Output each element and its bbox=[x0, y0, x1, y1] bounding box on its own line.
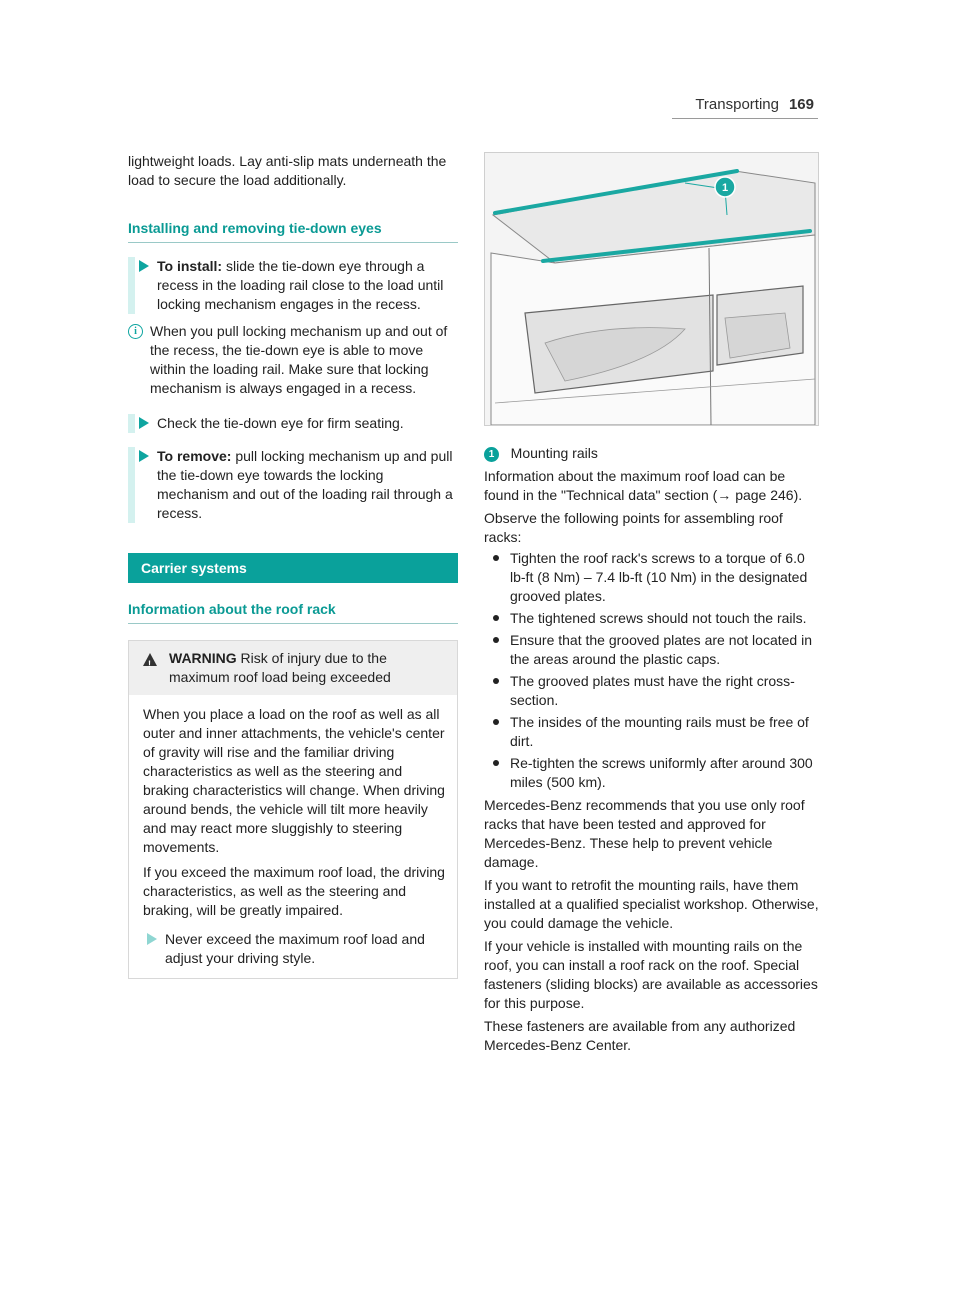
warning-action-text: Never exceed the maximum roof load and adjust your driving style. bbox=[165, 931, 425, 966]
info-icon: i bbox=[128, 324, 143, 339]
installed-paragraph: If your vehicle is installed with mounting rails on the roof, you can install a roof rack on the roof. Special fasteners (sliding blocks) are available as accessories for this purpose. bbox=[484, 938, 818, 1011]
check-step-block bbox=[128, 414, 458, 433]
info-note bbox=[128, 322, 458, 398]
warning-triangle-icon bbox=[143, 653, 157, 666]
action-arrow-icon bbox=[139, 450, 149, 462]
list-item: Re-tighten the screws uniformly after around 300 miles (500 km). bbox=[484, 754, 819, 792]
intro-text: lightweight loads. Lay anti-slip mats underneath the load to secure the load additionally. bbox=[128, 153, 447, 188]
van-illustration-svg bbox=[485, 153, 818, 425]
figure-caption bbox=[484, 444, 819, 463]
fasteners-paragraph: These fasteners are available from any authorized Mercedes-Benz Center. bbox=[484, 1018, 796, 1053]
caption-text: Mounting rails bbox=[510, 445, 598, 461]
warning-box bbox=[128, 640, 458, 979]
right-column bbox=[484, 152, 819, 1055]
install-step bbox=[135, 257, 458, 314]
callout-badge: 1 bbox=[484, 447, 499, 462]
install-step-block bbox=[128, 257, 458, 314]
warning-paragraph-2: If you exceed the maximum roof load, the driving characteristics, as well as the steering and braking, will be greatly impaired. bbox=[143, 864, 445, 918]
section-title: Transporting bbox=[695, 96, 779, 113]
assembly-points-list bbox=[484, 549, 819, 792]
warning-label: WARNING bbox=[169, 650, 237, 666]
action-arrow-icon bbox=[147, 933, 157, 945]
remove-step bbox=[135, 447, 458, 523]
install-text: slide the tie-down eye through a recess in the loading rail close to the load until locking mechanism engages in the recess. bbox=[157, 258, 444, 312]
info-note-text: When you pull locking mechanism up and out of the recess, the tie-down eye is able to move within the loading rail. Make sure that locking mechanism is always engaged in a recess. bbox=[150, 323, 448, 396]
page-header bbox=[695, 96, 814, 113]
page-number: 169 bbox=[788, 96, 814, 113]
install-label: To install: bbox=[157, 258, 223, 274]
remove-step-block bbox=[128, 447, 458, 523]
figure-callout-label: 1 bbox=[721, 182, 729, 194]
tie-down-heading: Installing and removing tie-down eyes bbox=[128, 220, 458, 243]
check-step bbox=[135, 414, 458, 433]
roof-rack-heading: Information about the roof rack bbox=[128, 601, 458, 624]
warning-body bbox=[129, 695, 457, 978]
action-arrow-icon bbox=[139, 260, 149, 272]
recommend-paragraph: Mercedes-Benz recommends that you use only roof racks that have been tested and approved for Mercedes-Benz. These help to prevent vehicle damage. bbox=[484, 797, 805, 870]
remove-text: pull locking mechanism up and pull the tie-down eye towards the locking mechanism and out of the loading rail through a recess. bbox=[157, 448, 453, 521]
left-column bbox=[128, 152, 458, 979]
info-paragraph: Information about the maximum roof load can be found in the "Technical data" section (→ page 246). bbox=[484, 468, 803, 503]
list-item: The insides of the mounting rails must be free of dirt. bbox=[484, 713, 819, 751]
list-item: The grooved plates must have the right cross-section. bbox=[484, 672, 819, 710]
list-item: The tightened screws should not touch the rails. bbox=[484, 609, 819, 628]
warning-action bbox=[143, 930, 445, 968]
action-arrow-icon bbox=[139, 417, 149, 429]
carrier-systems-banner: Carrier systems bbox=[128, 553, 458, 583]
list-item: Ensure that the grooved plates are not located in the areas around the plastic caps. bbox=[484, 631, 819, 669]
remove-label: To remove: bbox=[157, 448, 232, 464]
list-item: Tighten the roof rack's screws to a torque of 6.0 lb-ft (8 Nm) – 7.4 lb-ft (10 Nm) in the designated grooved plates. bbox=[484, 549, 819, 606]
header-rule bbox=[672, 118, 818, 119]
warning-title: Risk of injury due to the maximum roof load being exceeded bbox=[169, 650, 391, 685]
retrofit-paragraph: If you want to retrofit the mounting rails, have them installed at a qualified specialist workshop. Otherwise, you could damage the vehicle. bbox=[484, 877, 819, 931]
warning-header bbox=[129, 641, 457, 695]
check-text: Check the tie-down eye for firm seating. bbox=[157, 415, 404, 431]
warning-paragraph-1: When you place a load on the roof as well as all outer and inner attachments, the vehicle's center of gravity will rise and the familiar driving characteristics as well as the steering and braking characteristics will change. When driving around bends, the vehicle will tilt more heavily and may react more sluggishly to steering movements. bbox=[143, 706, 445, 855]
van-roof-illustration bbox=[484, 152, 819, 426]
observe-paragraph: Observe the following points for assembling roof racks: bbox=[484, 510, 783, 545]
